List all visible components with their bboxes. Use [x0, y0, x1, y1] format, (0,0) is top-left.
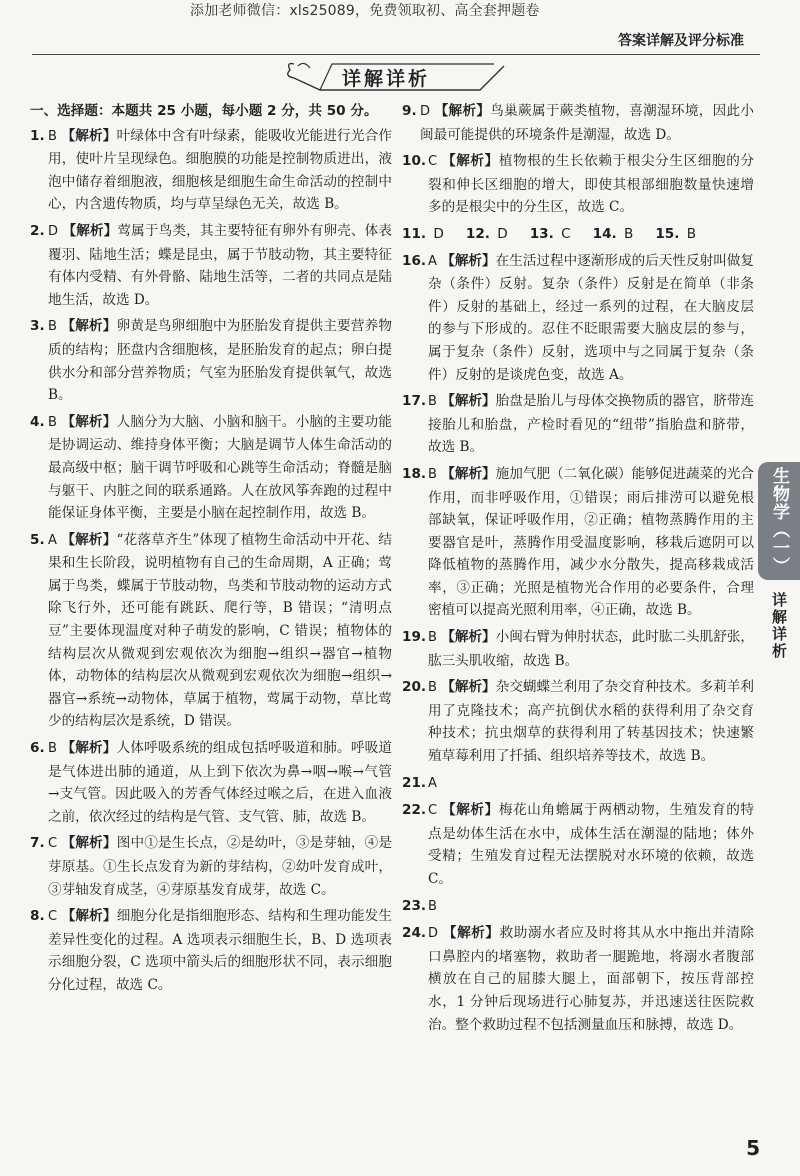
item-number: 20.: [402, 679, 427, 696]
item-answer: D: [420, 104, 431, 119]
analysis-tag: 【解析】: [442, 802, 499, 819]
answer-item-21: [402, 772, 754, 796]
item-number: 21.: [402, 774, 427, 791]
analysis-tag: 【解析】: [61, 127, 117, 144]
item-answer: B: [428, 898, 437, 914]
answer-item-1: [30, 125, 392, 216]
header-divider: [32, 54, 760, 55]
item-number: 24.: [402, 925, 427, 942]
item-number: 16.: [402, 252, 427, 269]
analysis-tag: 【解析】: [62, 222, 118, 239]
item-answer: C: [48, 909, 58, 925]
item-text: 图中①是生长点，②是幼叶，③是芽轴，④是芽原基。①生长点发育为新的芽结构，②幼叶发育成叶，③芽轴发育成茎，④芽原基发育成芽，故选 C。: [48, 835, 393, 898]
answer-row-11-15: [402, 223, 754, 246]
item-number: 5.: [30, 531, 45, 548]
answer-item-7: [30, 832, 392, 901]
item-text: 救助溺水者应及时将其从水中拖出并清除口鼻腔内的堵塞物，救助者一腿跪地，将溺水者腹部横放在自己的屈膝大腿上，面部朝下，按压背部控水，1 分钟后现场进行心肺复苏，并迅速送往医院救治。整个救助过程不包括测量血压和脉搏，故选 D。: [428, 925, 755, 1033]
item-answer: C: [428, 154, 438, 170]
item-answer: A: [48, 532, 57, 548]
analysis-tag: 【解析】: [61, 740, 117, 757]
item-number: 6.: [30, 740, 45, 757]
answer-item-8: [30, 905, 392, 996]
item-answer: C: [561, 225, 571, 242]
left-column: [30, 100, 392, 1001]
item-number: 8.: [30, 908, 45, 925]
item-number: 4.: [30, 413, 45, 430]
item-number: 1.: [30, 127, 45, 144]
analysis-tag: 【解析】: [434, 103, 491, 119]
answer-item-18: [402, 463, 754, 622]
item-answer: B: [48, 128, 57, 144]
answer-item-10: [402, 150, 754, 219]
answer-item-9: [402, 100, 754, 146]
side-label: 详解详析: [770, 592, 788, 660]
page-title: 详解详析: [342, 68, 431, 90]
item-number: 2.: [30, 222, 45, 239]
item-number: 14.: [592, 225, 617, 242]
item-answer: B: [624, 225, 634, 242]
item-text: 叶绿体中含有叶绿素，能吸收光能进行光合作用，使叶片呈现绿色。细胞膜的功能是控制物质进出，液泡中储存着细胞液，细胞核是细胞生命生命活动的控制中心，内含遗传物质，均与草呈绿色无关，故选 B。: [48, 127, 392, 213]
answer-item-4: [30, 411, 392, 525]
item-answer: C: [48, 836, 58, 852]
analysis-tag: 【解析】: [441, 679, 496, 696]
item-number: 17.: [402, 393, 427, 410]
right-column: [402, 100, 754, 1040]
item-answer: B: [428, 394, 437, 410]
answer-item-22: [402, 799, 754, 890]
item-text: “花落草齐生”体现了植物生命活动中开花、结果和生长阶段，说明植物有自己的生命周期，A 正确；莺属于鸟类，蝶属于节肢动物，鸟类和节肢动物的运动方式除飞行外，还可能有跳跃、爬行等，B 错误；“清明点豆”主要体现温度对种子萌发的影响，C 错误；植物体的结构层次从微观到宏观依次为细胞→组织→器官→植物体，动物体的结构层次从微观到宏观依次为细胞→组织→器官→系统→动物体，草属于植物，莺属于动物，草比莺少的结构层次是系统，D 错误。: [48, 531, 393, 730]
item-number: 9.: [402, 103, 417, 119]
item-text: 莺属于鸟类，其主要特征有卵外有卵壳、体表覆羽、陆地生活；蝶是昆虫，属于节肢动物，其主要特征有体内受精、有外骨骼、陆地生活等，二者的共同点是陆地生活，故选 D。: [48, 222, 393, 308]
page-title-banner: [280, 56, 510, 96]
answer-item-5: [30, 529, 392, 733]
item-answer: A: [428, 775, 437, 791]
item-number: 15.: [655, 225, 680, 242]
item-answer: B: [428, 466, 437, 482]
analysis-tag: 【解析】: [442, 925, 500, 942]
item-answer: B: [48, 414, 57, 430]
item-text: 鸟巢蕨属于蕨类植物，喜潮湿环境，因此小闽最可能提供的环境条件是潮湿，故选 D。: [420, 103, 755, 143]
answer-item-2: [30, 220, 392, 311]
item-number: 19.: [402, 629, 427, 646]
analysis-tag: 【解析】: [441, 393, 496, 410]
analysis-tag: 【解析】: [61, 908, 117, 925]
item-number: 3.: [30, 318, 45, 335]
item-answer: D: [497, 225, 508, 242]
item-number: 10.: [402, 153, 427, 170]
item-text: 小闽右臂为伸肘状态，此时肱二头肌舒张，肱三头肌收缩，故选 B。: [428, 629, 755, 669]
section-title: 一、选择题：本题共 25 小题，每小题 2 分，共 50 分。: [30, 103, 378, 119]
item-answer: B: [48, 741, 57, 757]
item-answer: B: [428, 680, 437, 696]
item-number: 18.: [402, 465, 427, 482]
answer-item-3: [30, 315, 392, 406]
page-number: 5: [746, 1136, 760, 1160]
item-answer: B: [428, 630, 437, 646]
item-answer: D: [428, 926, 439, 942]
header-label: 答案详解及评分标准: [618, 33, 744, 49]
answer-item-17: [402, 390, 754, 459]
item-answer: D: [433, 225, 444, 242]
item-number: 12.: [465, 225, 490, 242]
item-answer: A: [428, 253, 437, 269]
item-text: 在生活过程中逐渐形成的后天性反射叫做复杂（条件）反射。复杂（条件）反射是在简单（非条件）反射的基础上，经过一系列的过程，在大脑皮层的参与下形成的。忍住不眨眼需要大脑皮层的参与，属于复杂（条件）反射，选项中与之同属于复杂（条件）反射的是谈虎色变，故选 A。: [428, 252, 755, 383]
answer-item-23: [402, 895, 754, 919]
analysis-tag: 【解析】: [442, 153, 499, 170]
answer-item-24: [402, 922, 754, 1036]
answer-item-20: [402, 676, 754, 767]
item-text: 施加气肥（二氧化碳）能够促进蔬菜的光合作用，而非呼吸作用，①错误；雨后排涝可以避免根部缺氧，保证呼吸作用，②正确；植物蒸腾作用的主要器官是叶，蒸腾作用受温度影响，移栽后遮阴可以降低植物的蒸腾作用，减少水分散失，提高移栽成活率，③正确；光照是植物光合作用的必要条件，合理密植可以提高光照利用率，④正确，故选 B。: [428, 465, 755, 619]
item-text: 人体呼吸系统的组成包括呼吸道和肺。呼吸道是气体进出肺的通道，从上到下依次为鼻→咽→喉→气管→支气管。因此吸入的芳香气体经过喉之后，在进入血液之前，依次经过的结构是气管、支气管、肺，故选 B。: [48, 740, 392, 825]
watermark-text: 添加老师微信：xls25089，免费领取初、高全套押题卷: [190, 3, 540, 19]
item-text: 杂交蝴蝶兰利用了杂交育种技术。多莉羊利用了克隆技术；高产抗倒伏水稻的获得利用了杂交育种技术；抗虫烟草的获得利用了转基因技术；快速繁殖草莓利用了扦插、组织培养等技术，故选 B。: [428, 679, 755, 765]
analysis-tag: 【解析】: [441, 252, 496, 269]
analysis-tag: 【解析】: [61, 531, 117, 548]
item-text: 卵黄是鸟卵细胞中为胚胎发育提供主要营养物质的结构；胚盘内含细胞核，是胚胎发育的起点；卵白提供水分和部分营养物质；气室为胚胎发育提供氧气，故选 B。: [48, 318, 392, 404]
item-answer: B: [686, 225, 697, 242]
item-number: 7.: [30, 835, 45, 852]
item-number: 11.: [402, 225, 427, 242]
item-text: 植物根的生长依赖于根尖分生区细胞的分裂和伸长区细胞的增大，即使其根部细胞数量快速增多的是根尖中的分生区，故选 C。: [428, 153, 755, 216]
answer-item-6: [30, 737, 392, 828]
item-text: 细胞分化是指细胞形态、结构和生理功能发生差异性变化的过程。A 选项表示细胞生长，B、D 选项表示细胞分裂，C 选项中箭头后的细胞形状不同，表示细胞分化过程，故选 C。: [48, 908, 393, 993]
item-number: 23.: [402, 897, 427, 914]
item-answer: B: [48, 319, 57, 335]
answer-item-19: [402, 626, 754, 672]
item-text: 人脑分为大脑、小脑和脑干。小脑的主要功能是协调运动、维持身体平衡；大脑是调节人体生命活动的最高级中枢；脑干调节呼吸和心跳等生命活动；脊髓是脑与躯干、内脏之间的联系通路。人在放风筝奔跑的过程中能保证身体平衡，主要是小脑在起控制作用，故选 B。: [48, 413, 392, 522]
subject-side-tab: 生物学（一）: [758, 462, 800, 580]
item-answer: D: [48, 223, 59, 239]
analysis-tag: 【解析】: [61, 318, 117, 335]
analysis-tag: 【解析】: [441, 465, 496, 482]
analysis-tag: 【解析】: [61, 413, 117, 430]
item-text: 梅花山角蟾属于两栖动物，生殖发育的特点是幼体生活在水中，成体生活在潮湿的陆地；体外受精；生殖发育过程无法摆脱对水环境的依赖，故选 C。: [428, 802, 755, 887]
analysis-tag: 【解析】: [61, 835, 117, 852]
item-text: 胎盘是胎儿与母体交换物质的器官，脐带连接胎儿和胎盘，产检时看见的“纽带”指胎盘和脐带，故选 B。: [428, 393, 755, 456]
item-number: 13.: [529, 225, 554, 242]
item-answer: C: [428, 803, 438, 819]
analysis-tag: 【解析】: [441, 629, 496, 646]
item-number: 22.: [402, 802, 427, 819]
answer-item-16: [402, 250, 754, 387]
